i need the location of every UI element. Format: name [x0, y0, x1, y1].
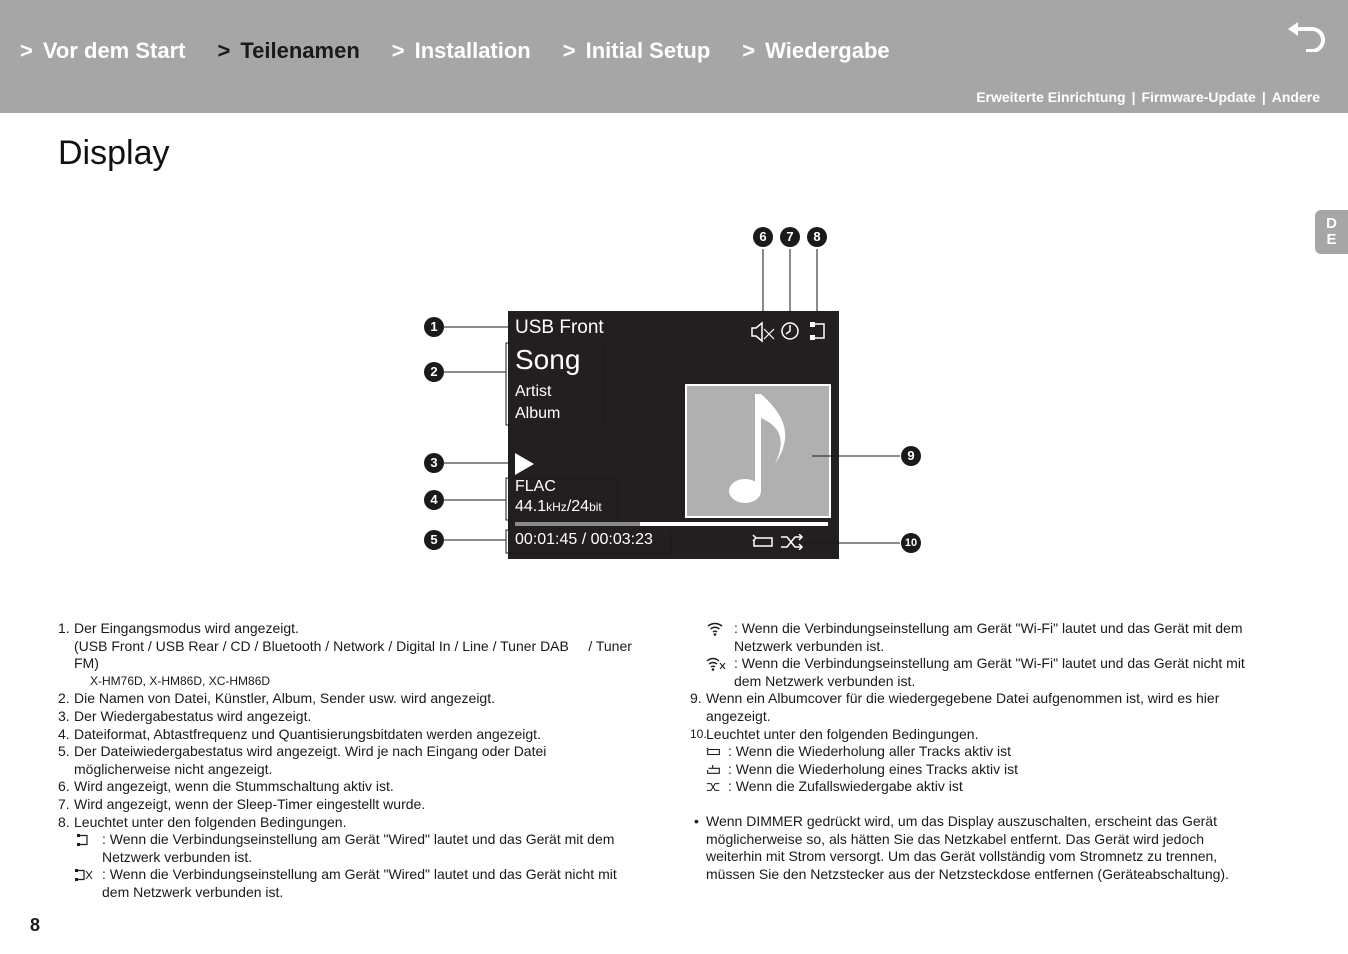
- page-title: Display: [58, 134, 170, 172]
- bits-value: /24: [566, 498, 590, 515]
- note-bullet: [690, 813, 1290, 883]
- callout-10: 10: [901, 533, 921, 553]
- shuffle-icon: [706, 780, 726, 794]
- item-number: 7.: [58, 795, 70, 812]
- input-name: USB Front: [515, 317, 604, 338]
- sub-item: [706, 778, 1290, 796]
- item-text: Der Eingangsmodus wird angezeigt.: [74, 620, 299, 636]
- sub-item: [706, 761, 1290, 779]
- item-text: Wenn DIMMER gedrückt wird, um das Display auszuschalten, erscheint das Gerät: [706, 812, 1217, 829]
- freq-value: 44.1: [515, 498, 547, 515]
- sub-list: [690, 620, 1290, 690]
- list-item-detail: [58, 638, 668, 673]
- file-format: FLAC: [515, 478, 556, 495]
- list-item: [58, 620, 668, 638]
- left-column: [58, 620, 668, 902]
- sub-item: [74, 866, 668, 901]
- item-text: müssen Sie den Netzstecker aus der Netzsteckdose entfernen (Geräteabschaltung).: [706, 865, 1229, 882]
- sub-item: [706, 743, 1290, 761]
- item-text: Wird angezeigt, wenn die Stummschaltung aktiv ist.: [74, 778, 394, 795]
- bullet-dot: •: [694, 812, 699, 829]
- subnav-separator: |: [1131, 89, 1136, 105]
- item-text: weiterhin mit Strom versorgt. Um das Gerät vollständig vom Stromnetz zu trennen,: [706, 848, 1218, 865]
- item-text: (USB Front / USB Rear / CD / Bluetooth / Network / Digital In / Line / Tuner DAB: [74, 637, 569, 654]
- subnav-link-firmware-update[interactable]: Firmware-Update: [1141, 89, 1256, 105]
- item-number: 6.: [58, 778, 70, 795]
- nav-label: Initial Setup: [585, 38, 711, 63]
- sub-item: [706, 655, 1290, 690]
- item-text: Leuchtet unter den folgenden Bedingungen.: [74, 813, 347, 830]
- callout-7: 7: [780, 227, 800, 247]
- item-text: Dateiformat, Abtastfrequenz und Quantisierungsbitdaten werden angezeigt.: [74, 725, 541, 742]
- item-text: möglicherweise nicht angezeigt.: [74, 760, 273, 777]
- subnav-separator: |: [1261, 89, 1266, 105]
- callout-2: 2: [424, 362, 444, 382]
- bits-unit: bit: [589, 500, 602, 514]
- item-text: / Tuner: [588, 637, 632, 654]
- item-text: dem Netzwerk verbunden ist.: [734, 672, 916, 689]
- item-text: : Wenn die Verbindungseinstellung am Gerät "Wired" lautet und das Gerät nicht mit: [102, 866, 617, 883]
- nav-label: Teilenamen: [240, 38, 360, 63]
- page-number: 8: [30, 915, 41, 935]
- item-text: : Wenn die Verbindungseinstellung am Gerät "Wired" lautet und das Gerät mit dem: [102, 831, 615, 848]
- item-number: 2.: [58, 690, 70, 707]
- callout-9: 9: [901, 446, 921, 466]
- item-number: 5.: [58, 743, 70, 760]
- item-text: Wird angezeigt, wenn der Sleep-Timer eingestellt wurde.: [74, 795, 426, 812]
- item-text: möglicherweise so, als hätten Sie das Netzkabel entfernt. Das Gerät wird jedoch: [706, 830, 1205, 847]
- sub-list: [58, 831, 668, 901]
- item-text: Der Dateiwiedergabestatus wird angezeigt. Wird je nach Eingang oder Datei: [74, 743, 547, 760]
- item-number: 9.: [690, 690, 702, 707]
- item-text: Die Namen von Datei, Künstler, Album, Sender usw. wird angezeigt.: [74, 690, 495, 707]
- model-note: X-HM76D, X-HM86D, XC-HM86D: [90, 673, 271, 688]
- item-number: 4.: [58, 725, 70, 742]
- item-text: Leuchtet unter den folgenden Bedingungen.: [706, 725, 979, 742]
- right-column: [690, 620, 1290, 883]
- play-time: 00:01:45 / 00:03:23: [515, 531, 653, 548]
- item-text: : Wenn die Wiederholung eines Tracks aktiv ist: [728, 760, 1018, 777]
- nav-arrow: >: [20, 38, 33, 63]
- list-item: [58, 814, 668, 832]
- item-text: : Wenn die Zufallswiedergabe aktiv ist: [728, 778, 963, 795]
- list-item: [58, 708, 668, 726]
- item-text: Der Wiedergabestatus wird angezeigt.: [74, 707, 312, 724]
- item-text: Wenn ein Albumcover für die wiedergegebene Datei aufgenommen ist, wird es hier: [706, 690, 1220, 707]
- item-text: Netzwerk verbunden ist.: [734, 637, 885, 654]
- item-text: Netzwerk verbunden ist.: [102, 848, 253, 865]
- repeat-one-icon: [706, 763, 726, 777]
- item-text: FM): [74, 655, 99, 672]
- item-text: : Wenn die Verbindungseinstellung am Gerät "Wi-Fi" lautet und das Gerät mit dem: [734, 620, 1243, 636]
- album-name: Album: [515, 405, 561, 422]
- nav-arrow: >: [562, 38, 576, 63]
- subnav-link-andere[interactable]: Andere: [1271, 89, 1320, 105]
- list-item: [690, 690, 1290, 725]
- song-title: Song: [515, 344, 581, 375]
- callout-8: 8: [807, 227, 827, 247]
- item-number: 8.: [58, 813, 70, 830]
- lang-tab-letter: D: [1326, 215, 1337, 232]
- callout-5: 5: [424, 530, 444, 550]
- wifi-icon: [706, 622, 730, 636]
- wired-network-off-icon: [74, 868, 98, 882]
- wired-network-icon: [74, 833, 98, 847]
- item-text: : Wenn die Wiederholung aller Tracks aktiv ist: [728, 743, 1011, 760]
- callout-6: 6: [753, 227, 773, 247]
- artist-name: Artist: [515, 383, 552, 400]
- nav-arrow: >: [217, 38, 231, 63]
- list-item: [58, 690, 668, 708]
- item-number: 3.: [58, 707, 70, 724]
- list-item: [58, 743, 668, 778]
- item-text: angezeigt.: [706, 707, 771, 724]
- wifi-off-icon: [706, 657, 730, 671]
- item-number: 10.: [690, 726, 707, 741]
- subnav-link-erweiterte-einrichtung[interactable]: Erweiterte Einrichtung: [976, 89, 1126, 105]
- nav-label: Wiedergabe: [765, 38, 890, 63]
- sub-list: [690, 743, 1290, 796]
- callout-3: 3: [424, 453, 444, 473]
- list-item: [58, 726, 668, 744]
- callout-1: 1: [424, 317, 444, 337]
- list-item: [58, 778, 668, 796]
- list-item: [690, 726, 1290, 744]
- sub-item: [706, 620, 1290, 655]
- nav-label: Vor dem Start: [42, 38, 186, 63]
- nav-arrow: >: [742, 38, 756, 63]
- nav-arrow: >: [391, 38, 405, 63]
- lang-tab-letter: E: [1326, 231, 1337, 248]
- item-text: : Wenn die Verbindungseinstellung am Gerät "Wi-Fi" lautet und das Gerät nicht mit: [734, 655, 1245, 672]
- item-text: dem Netzwerk verbunden ist.: [102, 883, 284, 900]
- sub-item: [74, 831, 668, 866]
- repeat-all-icon: [706, 745, 726, 759]
- freq-unit: kHz: [546, 500, 567, 514]
- callout-4: 4: [424, 490, 444, 510]
- item-number: 1.: [58, 620, 70, 636]
- list-item: [58, 796, 668, 814]
- nav-label: Installation: [414, 38, 531, 63]
